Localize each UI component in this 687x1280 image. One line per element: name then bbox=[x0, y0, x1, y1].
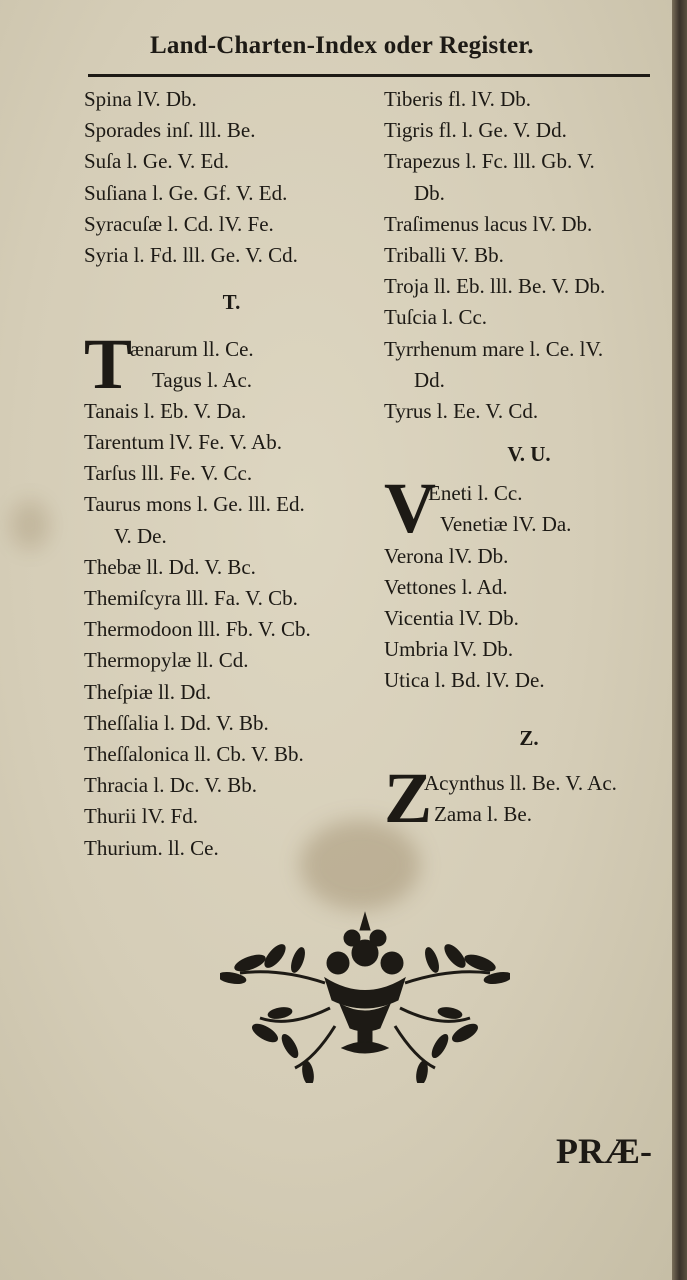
index-entry: Triballi V. Bb. bbox=[384, 242, 504, 267]
index-entry-continuation: Dd. bbox=[414, 367, 445, 392]
index-entry: Tyrrhenum mare l. Ce. lV. bbox=[384, 336, 604, 361]
index-entry: Tanais l. Eb. V. Da. bbox=[84, 398, 247, 423]
ink-spot bbox=[10, 500, 50, 550]
index-entry: Sporades inſ. lll. Be. bbox=[84, 118, 256, 143]
index-entry: Taurus mons l. Ge. lll. Ed. bbox=[84, 492, 305, 517]
index-entry: Theſpiæ ll. Dd. bbox=[84, 679, 212, 704]
index-entry: Acynthus ll. Be. V. Ac. bbox=[424, 770, 617, 795]
index-entry: Vettones l. Ad. bbox=[384, 574, 508, 599]
page-header: Land-Charten-Index oder Register. bbox=[150, 32, 534, 59]
index-entry: Troja ll. Eb. lll. Be. V. Db. bbox=[384, 274, 606, 299]
index-entry: Tiberis fl. lV. Db. bbox=[384, 87, 532, 111]
t-initial-block bbox=[84, 323, 379, 404]
index-entry: Tarentum lV. Fe. V. Ab. bbox=[84, 430, 283, 455]
index-entry: Syracuſæ l. Cd. lV. Fe. bbox=[84, 211, 274, 236]
left-column bbox=[84, 84, 379, 864]
index-entry-continuation: Db. bbox=[414, 180, 445, 205]
index-entry: Thermodoon lll. Fb. V. Cb. bbox=[84, 617, 311, 642]
index-entry: Suſiana l. Ge. Gf. V. Ed. bbox=[84, 180, 288, 205]
index-entry: Tagus l. Ac. bbox=[152, 367, 253, 392]
index-entry: Thermopylæ ll. Cd. bbox=[84, 648, 249, 673]
index-entry: Tuſcia l. Cc. bbox=[384, 305, 488, 330]
catchword: PRÆ- bbox=[556, 1131, 652, 1171]
index-entry: Zama l. Be. bbox=[434, 801, 532, 826]
index-entry: Thracia l. Dc. V. Bb. bbox=[84, 773, 258, 798]
index-entry: Theſſalonica ll. Cb. V. Bb. bbox=[84, 741, 304, 766]
index-entry: Venetiæ lV. Da. bbox=[440, 512, 572, 537]
index-entry: Traſimenus lacus lV. Db. bbox=[384, 211, 593, 236]
index-entry: Thurii lV. Fd. bbox=[84, 804, 198, 829]
v-initial-block bbox=[384, 468, 672, 549]
index-entry: Syria l. Fd. lll. Ge. V. Cd. bbox=[84, 242, 298, 267]
index-entry: Eneti l. Cc. bbox=[428, 481, 523, 506]
index-entry: Themiſcyra lll. Fa. V. Cb. bbox=[84, 586, 298, 611]
index-entry: Vicentia lV. Db. bbox=[384, 606, 519, 631]
index-entry: Trapezus l. Fc. lll. Gb. V. bbox=[384, 149, 595, 174]
floral-basket-ornament-icon bbox=[220, 908, 510, 1083]
index-entry: Theſſalia l. Dd. V. Bb. bbox=[84, 710, 269, 735]
index-entry: Suſa l. Ge. V. Ed. bbox=[84, 149, 230, 174]
index-entry: Verona lV. Db. bbox=[384, 543, 509, 568]
index-entry: Thebæ ll. Dd. V. Bc. bbox=[84, 554, 256, 579]
section-heading-z: Z. bbox=[519, 725, 539, 750]
index-entry: Tyrus l. Ee. V. Cd. bbox=[384, 398, 539, 423]
index-entry: Utica l. Bd. lV. De. bbox=[384, 668, 545, 693]
right-column bbox=[384, 84, 672, 838]
index-entry-continuation: V. De. bbox=[114, 523, 167, 548]
header-rule bbox=[88, 74, 650, 77]
page-edge bbox=[672, 0, 687, 1280]
z-initial-block bbox=[384, 757, 672, 838]
index-entry: Tigris fl. l. Ge. V. Dd. bbox=[384, 118, 567, 143]
index-entry: Thurium. ll. Ce. bbox=[84, 835, 219, 860]
section-heading-t: T. bbox=[222, 290, 241, 315]
drop-cap-t: T bbox=[84, 323, 133, 404]
index-entry: Umbria lV. Db. bbox=[384, 637, 514, 662]
section-heading-v: V. U. bbox=[507, 442, 551, 467]
index-entry: Tarſus lll. Fe. V. Cc. bbox=[84, 461, 253, 486]
drop-cap-z: Z bbox=[384, 757, 433, 838]
index-entry: Spina lV. Db. bbox=[84, 87, 197, 111]
index-entry: ænarum ll. Ce. bbox=[130, 336, 254, 361]
drop-cap-v: V bbox=[384, 468, 436, 549]
